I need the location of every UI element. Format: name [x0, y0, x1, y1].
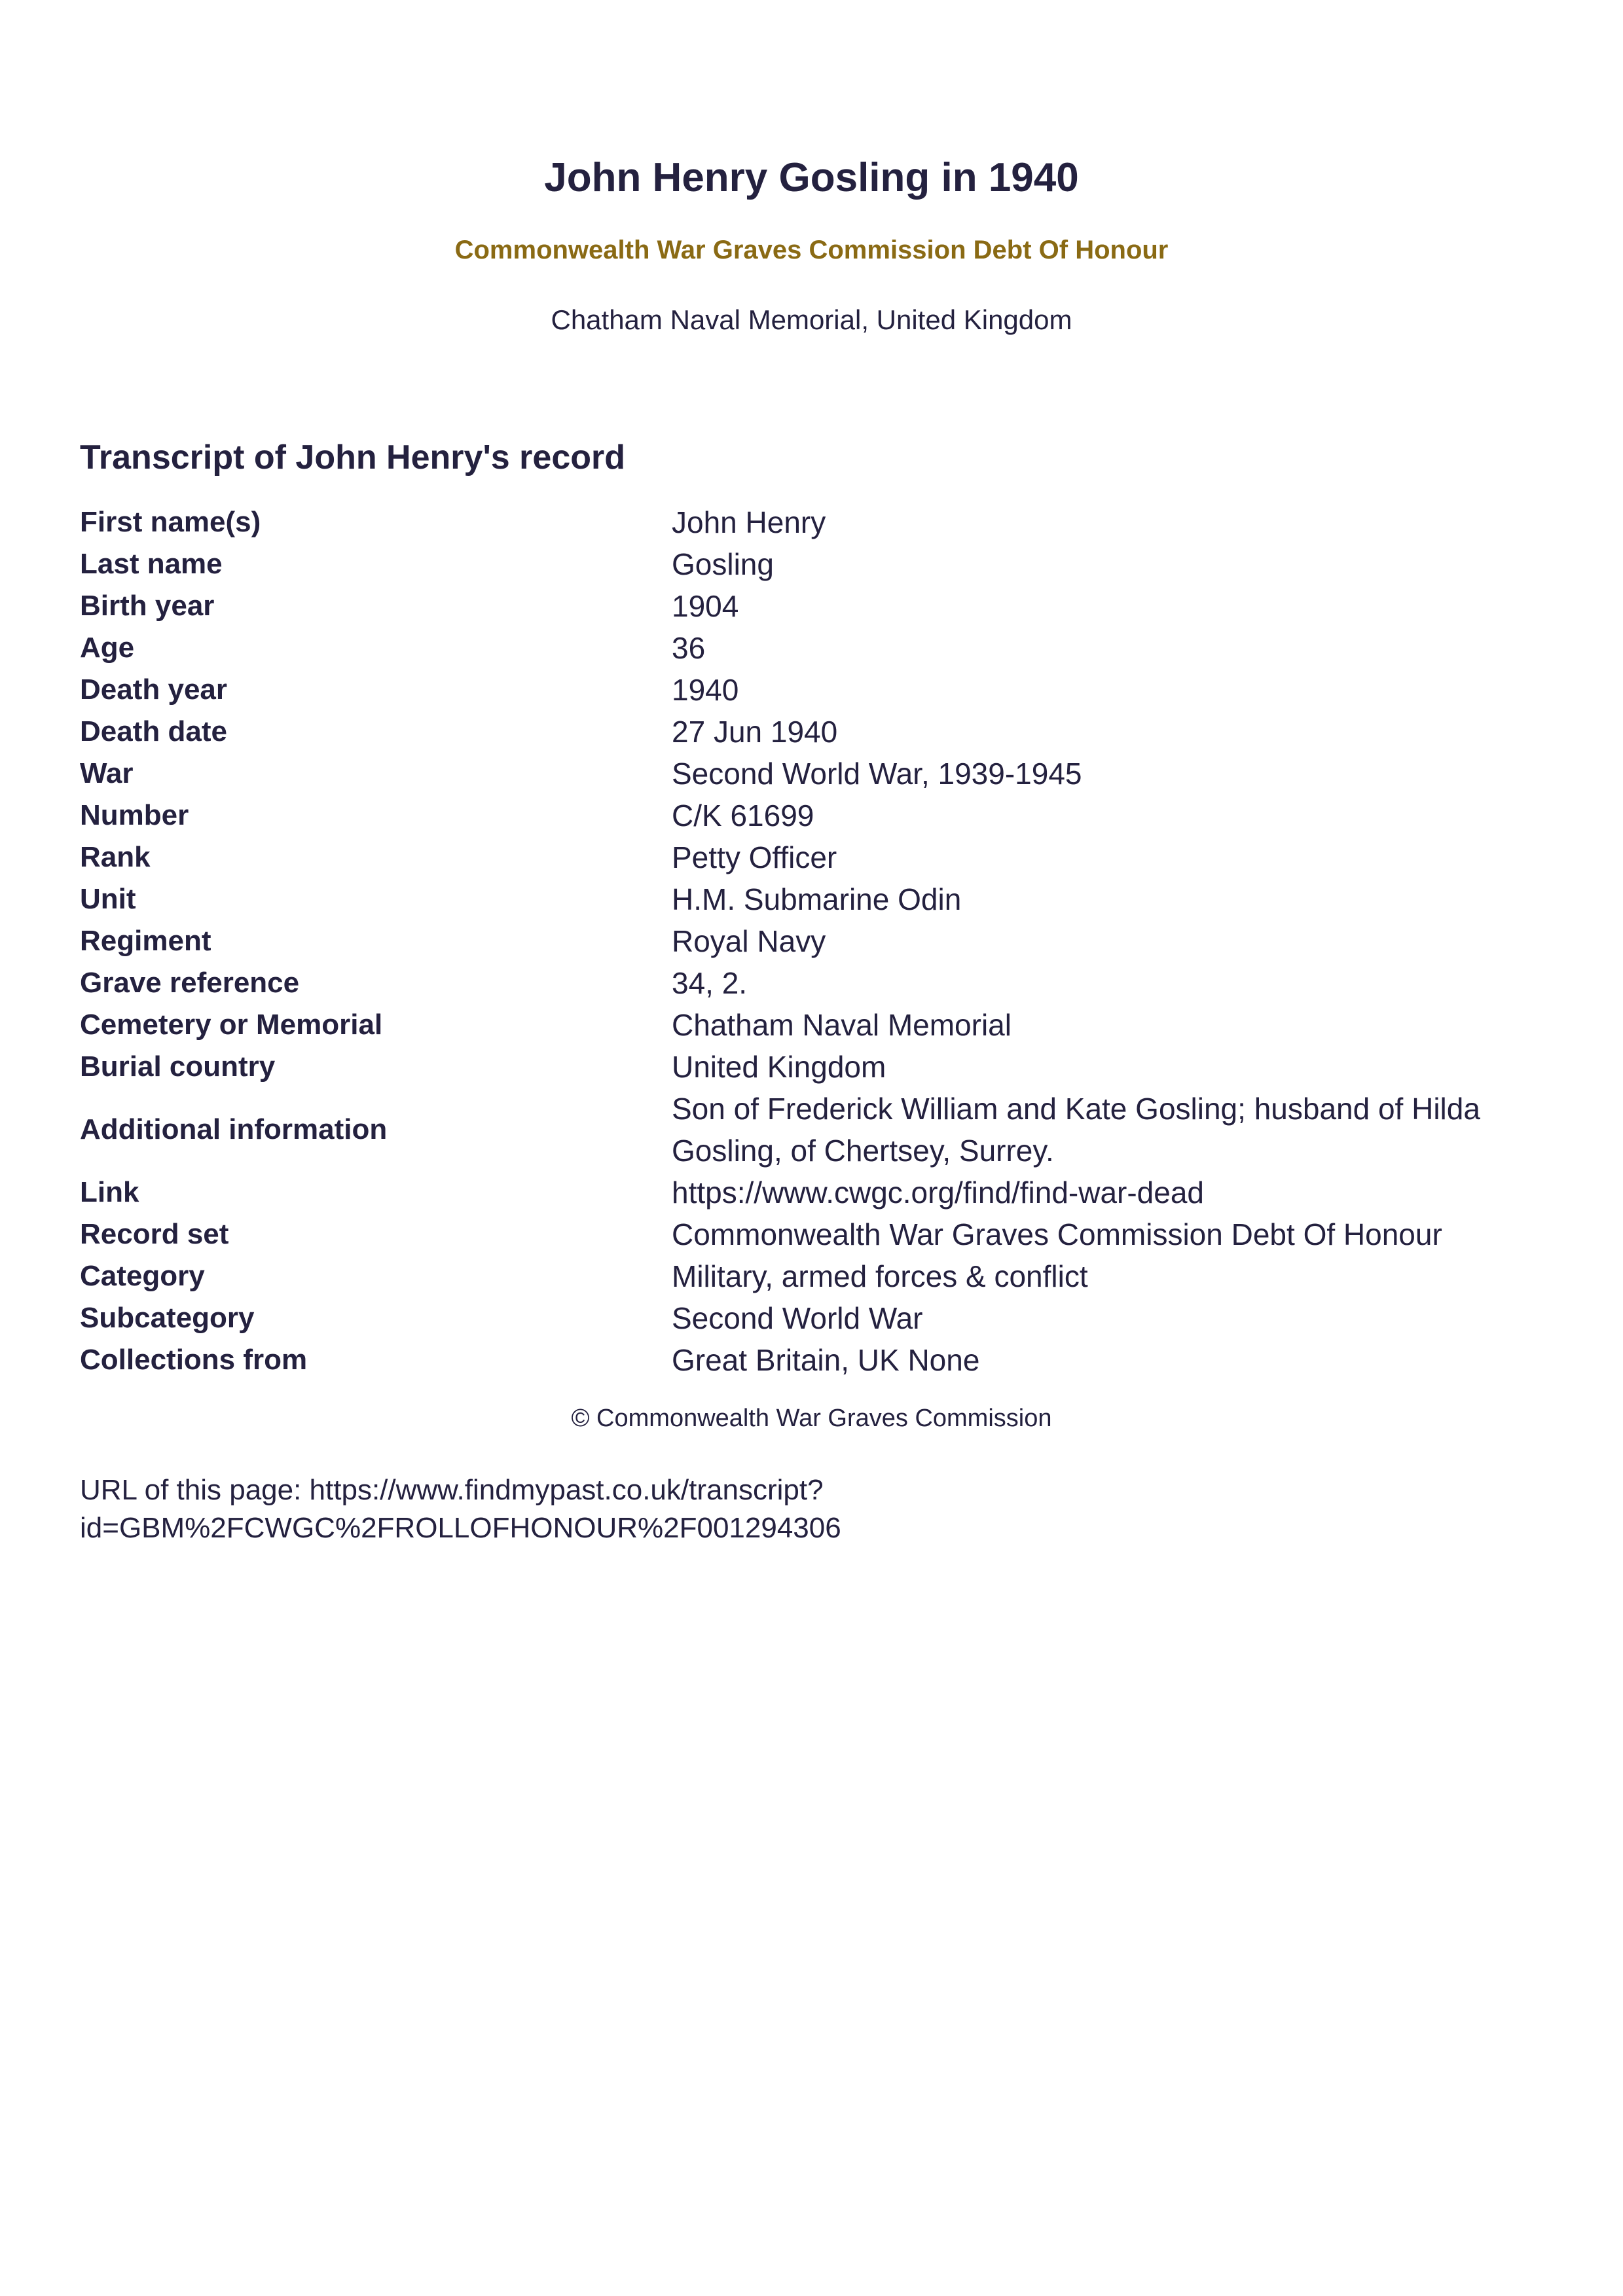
field-value-death-year: 1940	[672, 673, 739, 707]
table-row	[80, 711, 1546, 753]
table-row	[80, 627, 1546, 669]
field-value-record-set: Commonwealth War Graves Commission Debt Of Honour	[672, 1217, 1442, 1251]
table-row	[80, 878, 1546, 920]
page-title: John Henry Gosling in 1940	[544, 155, 1079, 200]
field-label-rank: Rank	[80, 841, 151, 873]
field-value-first-names: John Henry	[672, 505, 826, 539]
page-url: URL of this page: https://www.findmypast.co.uk/transcript?id=GBM%2FCWGC%2FROLLOFHONOUR%2F001294306	[80, 1474, 841, 1544]
field-label-link: Link	[80, 1176, 139, 1208]
field-label-cemetery-or-memorial: Cemetery or Memorial	[80, 1009, 383, 1041]
field-value-age: 36	[672, 631, 706, 665]
table-row	[80, 962, 1546, 1004]
field-value-rank: Petty Officer	[672, 840, 837, 874]
field-label-war: War	[80, 757, 134, 789]
field-value-link: https://www.cwgc.org/find/find-war-dead	[672, 1175, 1205, 1210]
field-label-first-names: First name(s)	[80, 506, 261, 538]
transcript-heading: Transcript of John Henry's record	[80, 439, 626, 476]
field-label-category: Category	[80, 1260, 205, 1292]
field-label-unit: Unit	[80, 883, 136, 915]
table-row	[80, 1297, 1546, 1339]
table-row	[80, 585, 1546, 627]
field-value-grave-reference: 34, 2.	[672, 966, 748, 1000]
field-value-collections-from: Great Britain, UK None	[672, 1343, 980, 1377]
table-row	[80, 1339, 1546, 1381]
field-label-number: Number	[80, 799, 189, 831]
field-label-collections-from: Collections from	[80, 1344, 308, 1376]
field-label-regiment: Regiment	[80, 925, 211, 957]
field-label-age: Age	[80, 632, 135, 664]
location-line: Chatham Naval Memorial, United Kingdom	[551, 304, 1072, 335]
field-value-burial-country: United Kingdom	[672, 1050, 886, 1084]
field-value-regiment: Royal Navy	[672, 924, 826, 958]
field-value-birth-year: 1904	[672, 589, 739, 623]
field-value-number: C/K 61699	[672, 798, 814, 833]
table-row	[80, 543, 1546, 585]
table-row	[80, 1004, 1546, 1046]
field-label-last-name: Last name	[80, 548, 223, 580]
table-row	[80, 1172, 1546, 1213]
field-value-category: Military, armed forces & conflict	[672, 1259, 1088, 1293]
field-value-last-name: Gosling	[672, 547, 774, 581]
field-value-unit: H.M. Submarine Odin	[672, 882, 962, 916]
field-label-burial-country: Burial country	[80, 1050, 276, 1083]
field-value-additional-information: Son of Frederick William and Kate Gosling; husband of Hilda Gosling, of Chertsey, Surrey.	[672, 1092, 1480, 1168]
field-label-death-date: Death date	[80, 715, 227, 747]
field-value-war: Second World War, 1939-1945	[672, 757, 1082, 791]
table-row	[80, 795, 1546, 836]
table-row	[80, 1213, 1546, 1255]
table-row	[80, 1255, 1546, 1297]
field-label-birth-year: Birth year	[80, 590, 215, 622]
field-label-additional-information: Additional information	[80, 1113, 388, 1145]
table-row	[80, 1046, 1546, 1088]
table-row	[80, 501, 1546, 543]
copyright-notice: © Commonwealth War Graves Commission	[571, 1405, 1052, 1432]
table-row	[80, 836, 1546, 878]
table-row	[80, 1088, 1546, 1172]
table-row	[80, 753, 1546, 795]
field-value-cemetery-or-memorial: Chatham Naval Memorial	[672, 1008, 1012, 1042]
field-value-subcategory: Second World War	[672, 1301, 923, 1335]
field-label-grave-reference: Grave reference	[80, 967, 300, 999]
table-row	[80, 669, 1546, 711]
transcript-table	[80, 501, 1546, 1381]
field-label-subcategory: Subcategory	[80, 1302, 255, 1334]
field-value-death-date: 27 Jun 1940	[672, 715, 838, 749]
record-set-subtitle: Commonwealth War Graves Commission Debt Of Honour	[454, 236, 1169, 264]
field-label-death-year: Death year	[80, 673, 228, 706]
table-row	[80, 920, 1546, 962]
field-label-record-set: Record set	[80, 1218, 229, 1250]
